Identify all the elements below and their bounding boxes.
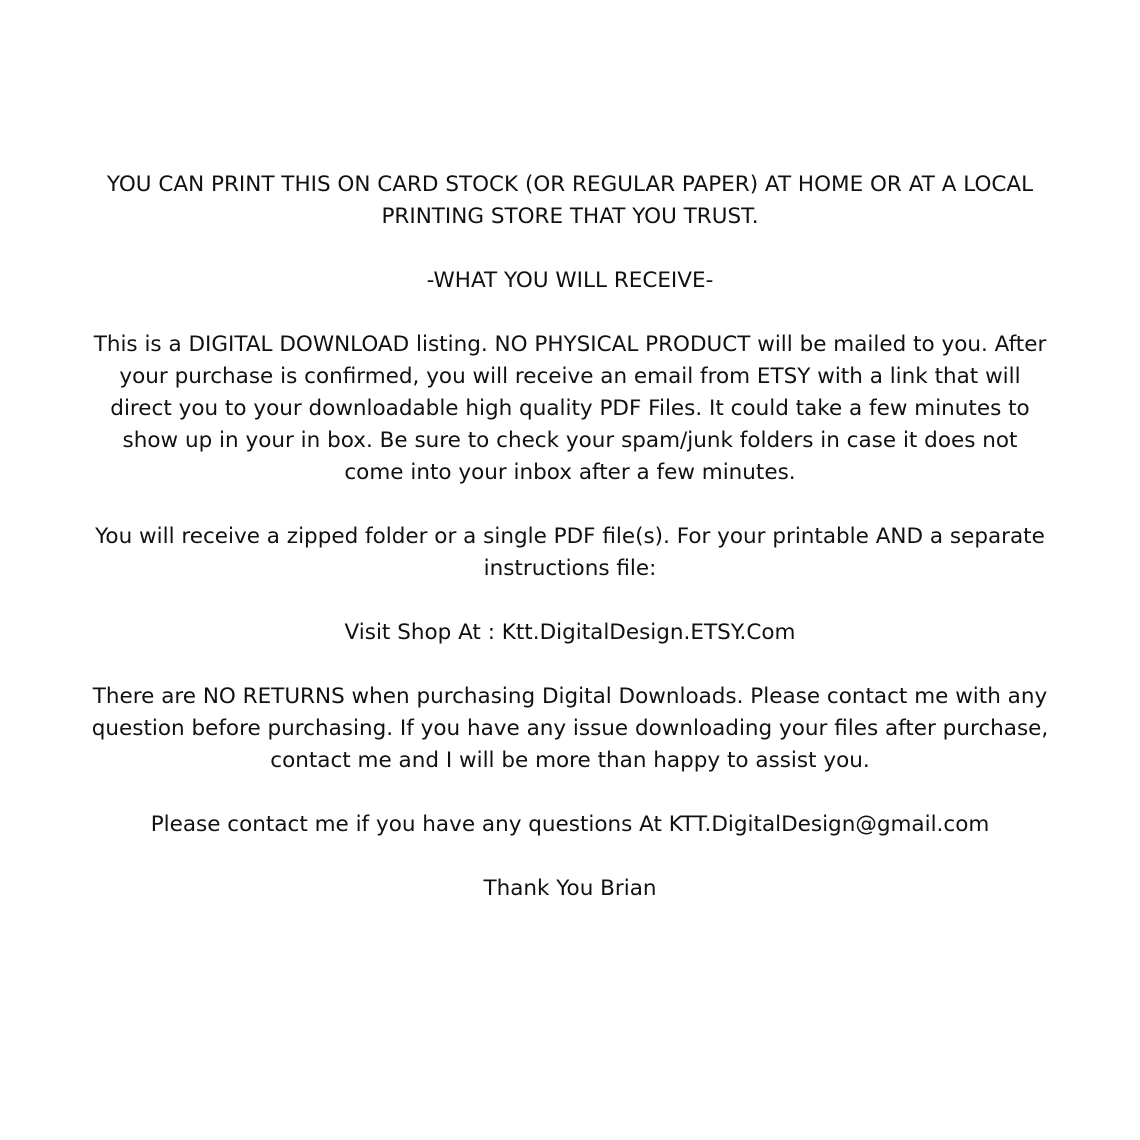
signoff-line: Thank You Brian: [483, 876, 657, 901]
contact-email-line: Please contact me if you have any questions At KTT.DigitalDesign@gmail.com: [150, 812, 990, 837]
shop-url-line: Visit Shop At : Ktt.DigitalDesign.ETSY.Com: [344, 620, 796, 645]
print-instructions-paragraph: YOU CAN PRINT THIS ON CARD STOCK (OR REGULAR PAPER) AT HOME OR AT A LOCAL PRINTING STORE THAT YOU TRUST.: [106, 172, 1034, 229]
file-contents-paragraph: You will receive a zipped folder or a single PDF file(s). For your printable AND a separate instructions file:: [95, 524, 1045, 581]
returns-policy-paragraph: There are NO RETURNS when purchasing Digital Downloads. Please contact me with any question before purchasing. If you have any issue downloading your files after purchase, contact me and I will be more than happy to assist you.: [91, 684, 1049, 773]
what-you-will-receive-heading: -WHAT YOU WILL RECEIVE-: [426, 268, 714, 293]
listing-info-text-block: [90, 169, 1050, 905]
digital-download-paragraph: This is a DIGITAL DOWNLOAD listing. NO PHYSICAL PRODUCT will be mailed to you. After your purchase is confirmed, you will receive an email from ETSY with a link that will direct you to your downloadable high quality PDF Files. It could take a few minutes to show up in your in box. Be sure to check your spam/junk folders in case it does not come into your inbox after a few minutes.: [93, 332, 1047, 485]
